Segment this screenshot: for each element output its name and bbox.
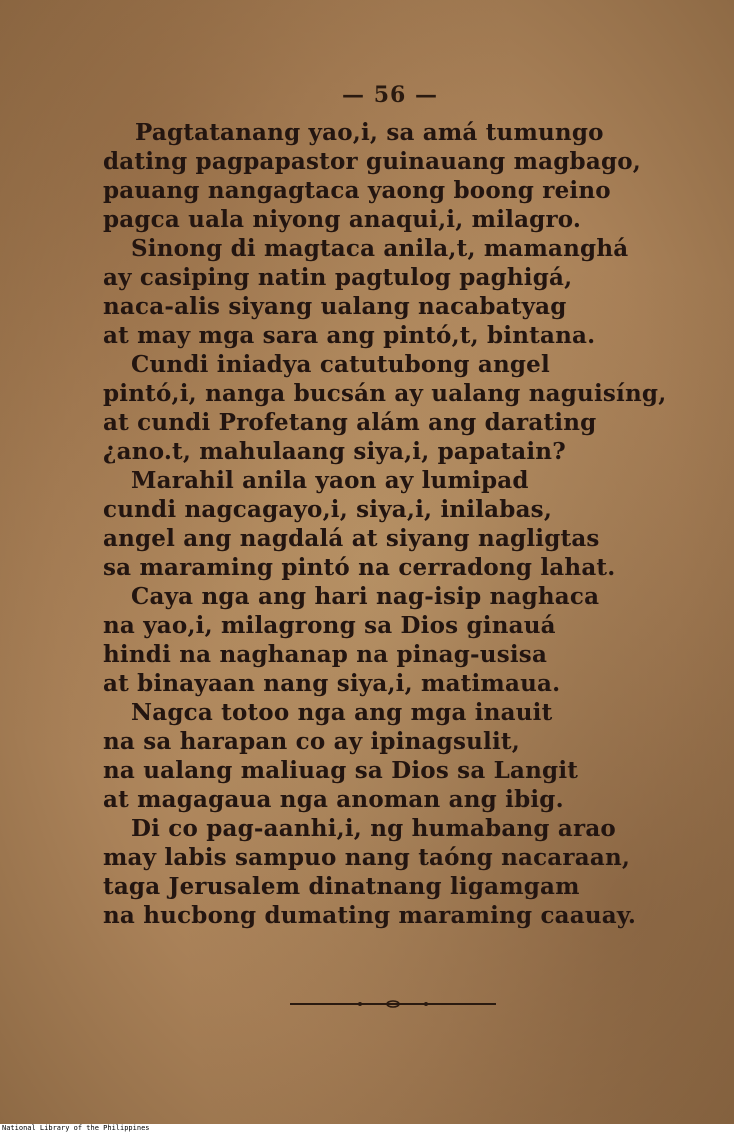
poem-line: ¿ano.t, mahulaang siya,i, papatain? xyxy=(103,438,566,465)
poem-line: naca-alis siyang ualang nacabatyag xyxy=(103,293,567,320)
library-credit: National Library of the Philippines xyxy=(2,1124,150,1132)
poem-line: at binayaan nang siya,i, matimaua. xyxy=(103,670,561,697)
poem-line: na hucbong dumating maraming caauay. xyxy=(103,902,637,929)
poem-line: Cundi iniadya catutubong angel xyxy=(131,351,550,378)
poem-line: Pagtatanang yao,i, sa amá tumungo xyxy=(135,119,604,146)
ornament-divider xyxy=(290,1000,496,1008)
poem-line: angel ang nagdalá at siyang nagligtas xyxy=(103,525,600,552)
poem-line: at may mga sara ang pintó,t, bintana. xyxy=(103,322,596,349)
poem-line: at cundi Profetang alám ang darating xyxy=(103,409,597,436)
poem-line: Sinong di magtaca anila,t, mamanghá xyxy=(131,235,629,262)
poem-line: at magagaua nga anoman ang ibig. xyxy=(103,786,564,813)
poem-line: Nagca totoo nga ang mga inauit xyxy=(131,699,553,726)
poem-line: may labis sampuo nang taóng nacaraan, xyxy=(103,844,631,871)
poem-line: na sa harapan co ay ipinagsulit, xyxy=(103,728,520,755)
poem-line: taga Jerusalem dinatnang ligamgam xyxy=(103,873,580,900)
poem-line: pintó,i, nanga bucsán ay ualang naguisíng, xyxy=(103,380,667,407)
poem-line: sa maraming pintó na cerradong lahat. xyxy=(103,554,616,581)
poem-line: Caya nga ang hari nag-isip naghaca xyxy=(131,583,600,610)
poem-line: ay casiping natin pagtulog paghigá, xyxy=(103,264,573,291)
page-number: — 56 — xyxy=(342,82,438,108)
poem-line: pauang nangagtaca yaong boong reino xyxy=(103,177,611,204)
poem-line: pagca uala niyong anaqui,i, milagro. xyxy=(103,206,582,233)
poem-line: Marahil anila yaon ay lumipad xyxy=(131,467,529,494)
poem-line: na ualang maliuag sa Dios sa Langit xyxy=(103,757,579,784)
poem-line: Di co pag-aanhi,i, ng humabang arao xyxy=(131,815,616,842)
poem-line: na yao,i, milagrong sa Dios ginauá xyxy=(103,612,556,639)
poem-line: hindi na naghanap na pinag-usisa xyxy=(103,641,548,668)
poem-line: dating pagpapastor guinauang magbago, xyxy=(103,148,641,175)
poem-line: cundi nagcagayo,i, siya,i, inilabas, xyxy=(103,496,553,523)
